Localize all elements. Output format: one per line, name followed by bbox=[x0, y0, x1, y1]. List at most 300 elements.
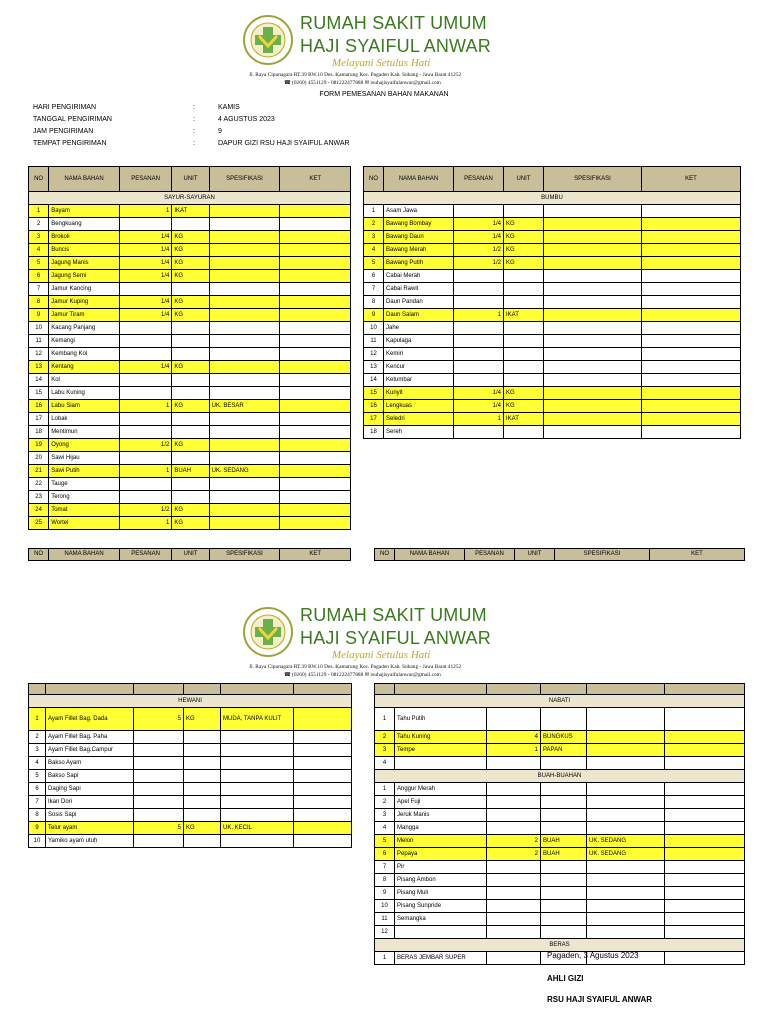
col-pesanan[interactable]: 1/4 bbox=[119, 309, 171, 322]
col-pesanan[interactable] bbox=[119, 413, 171, 426]
col-no[interactable]: 2 bbox=[375, 731, 395, 744]
col-spesifikasi[interactable] bbox=[544, 244, 642, 257]
col-nama-bahan[interactable]: Tempe bbox=[395, 744, 487, 757]
col-unit[interactable] bbox=[172, 426, 209, 439]
col-nama-bahan[interactable]: Jamur Tiram bbox=[49, 309, 120, 322]
col-pesanan[interactable]: 5 bbox=[134, 822, 184, 835]
col-nama-bahan[interactable]: Bawang Bombay bbox=[384, 218, 454, 231]
col-no[interactable]: 19 bbox=[29, 439, 49, 452]
col-unit[interactable]: IKAT bbox=[504, 309, 544, 322]
col-pesanan[interactable] bbox=[119, 478, 171, 491]
col-pesanan[interactable]: 1/4 bbox=[454, 400, 504, 413]
col-ket[interactable] bbox=[280, 361, 351, 374]
col-unit[interactable]: KG bbox=[504, 400, 544, 413]
col-pesanan[interactable] bbox=[487, 708, 541, 731]
col-pesanan[interactable] bbox=[454, 296, 504, 309]
col-spesifikasi[interactable] bbox=[221, 770, 294, 783]
col-nama-bahan[interactable]: BERAS JEMBAR SUPER bbox=[395, 952, 487, 965]
col-unit[interactable]: KG bbox=[172, 257, 209, 270]
col-no[interactable]: 7 bbox=[364, 283, 384, 296]
col-nama-bahan[interactable]: Sosis Sapi bbox=[46, 809, 134, 822]
col-spesifikasi[interactable] bbox=[209, 244, 280, 257]
col-nama-bahan[interactable]: Oyong bbox=[49, 439, 120, 452]
col-no[interactable]: 8 bbox=[29, 296, 49, 309]
col-unit[interactable]: BUAH bbox=[541, 835, 587, 848]
col-pesanan[interactable] bbox=[487, 874, 541, 887]
col-spesifikasi[interactable] bbox=[209, 296, 280, 309]
col-spesifikasi[interactable] bbox=[587, 731, 665, 744]
col-ket[interactable] bbox=[642, 244, 741, 257]
col-ket[interactable] bbox=[642, 400, 741, 413]
col-spesifikasi[interactable] bbox=[544, 257, 642, 270]
col-ket[interactable] bbox=[280, 439, 351, 452]
col-spesifikasi[interactable] bbox=[544, 361, 642, 374]
col-no[interactable]: 4 bbox=[375, 757, 395, 770]
col-unit[interactable]: KG bbox=[504, 257, 544, 270]
col-no[interactable]: 2 bbox=[364, 218, 384, 231]
col-spesifikasi[interactable] bbox=[587, 708, 665, 731]
col-ket[interactable] bbox=[642, 335, 741, 348]
col-unit[interactable] bbox=[172, 218, 209, 231]
col-ket[interactable] bbox=[665, 822, 745, 835]
col-no[interactable]: 10 bbox=[375, 900, 395, 913]
col-ket[interactable] bbox=[280, 244, 351, 257]
col-no[interactable]: 7 bbox=[375, 861, 395, 874]
col-nama-bahan[interactable]: Bengkuang bbox=[49, 218, 120, 231]
col-pesanan[interactable] bbox=[454, 335, 504, 348]
col-ket[interactable] bbox=[280, 218, 351, 231]
col-no[interactable]: 6 bbox=[364, 270, 384, 283]
col-pesanan[interactable]: 5 bbox=[134, 708, 184, 731]
col-nama-bahan[interactable]: Pepaya bbox=[395, 848, 487, 861]
col-pesanan[interactable] bbox=[134, 796, 184, 809]
col-nama-bahan[interactable]: Pisang Ambon bbox=[395, 874, 487, 887]
col-spesifikasi[interactable] bbox=[544, 309, 642, 322]
col-spesifikasi[interactable] bbox=[209, 309, 280, 322]
col-unit[interactable]: KG bbox=[172, 270, 209, 283]
col-spesifikasi[interactable] bbox=[209, 218, 280, 231]
col-no[interactable]: 2 bbox=[375, 796, 395, 809]
col-no[interactable]: 4 bbox=[364, 244, 384, 257]
col-ket[interactable] bbox=[280, 270, 351, 283]
col-ket[interactable] bbox=[642, 205, 741, 218]
col-spesifikasi[interactable] bbox=[209, 348, 280, 361]
col-no[interactable]: 4 bbox=[29, 757, 46, 770]
col-nama-bahan[interactable]: Kacang Panjang bbox=[49, 322, 120, 335]
col-ket[interactable] bbox=[280, 413, 351, 426]
col-nama-bahan[interactable]: Daging Sapi bbox=[46, 783, 134, 796]
col-pesanan[interactable] bbox=[454, 322, 504, 335]
col-unit[interactable] bbox=[541, 861, 587, 874]
col-unit[interactable]: PAPAN bbox=[541, 744, 587, 757]
col-no[interactable]: 17 bbox=[364, 413, 384, 426]
col-unit[interactable]: KG bbox=[504, 218, 544, 231]
col-ket[interactable] bbox=[280, 517, 351, 530]
col-unit[interactable] bbox=[172, 478, 209, 491]
col-ket[interactable] bbox=[642, 283, 741, 296]
col-unit[interactable] bbox=[504, 348, 544, 361]
col-pesanan[interactable] bbox=[454, 283, 504, 296]
col-spesifikasi[interactable] bbox=[587, 887, 665, 900]
col-nama-bahan[interactable]: Cabai Rawit bbox=[384, 283, 454, 296]
col-pesanan[interactable] bbox=[134, 731, 184, 744]
col-no[interactable]: 10 bbox=[29, 322, 49, 335]
col-no[interactable]: 1 bbox=[375, 783, 395, 796]
col-unit[interactable]: IKAT bbox=[172, 205, 209, 218]
col-no[interactable]: 1 bbox=[29, 205, 49, 218]
col-pesanan[interactable]: 1 bbox=[487, 744, 541, 757]
col-ket[interactable] bbox=[665, 887, 745, 900]
col-pesanan[interactable]: 2 bbox=[487, 835, 541, 848]
col-ket[interactable] bbox=[665, 900, 745, 913]
col-unit[interactable] bbox=[504, 322, 544, 335]
col-ket[interactable] bbox=[642, 231, 741, 244]
col-pesanan[interactable] bbox=[134, 770, 184, 783]
col-spesifikasi[interactable] bbox=[544, 400, 642, 413]
col-spesifikasi[interactable]: UK. SEDANG bbox=[587, 848, 665, 861]
col-spesifikasi[interactable] bbox=[587, 744, 665, 757]
col-ket[interactable] bbox=[280, 491, 351, 504]
col-nama-bahan[interactable]: Tahu Putih bbox=[395, 708, 487, 731]
col-nama-bahan[interactable] bbox=[395, 757, 487, 770]
col-unit[interactable] bbox=[504, 361, 544, 374]
col-spesifikasi[interactable]: MUDA, TANPA KULIT bbox=[221, 708, 294, 731]
col-nama-bahan[interactable]: Seledri bbox=[384, 413, 454, 426]
col-no[interactable]: 23 bbox=[29, 491, 49, 504]
col-unit[interactable]: BUNGKUS bbox=[541, 731, 587, 744]
col-unit[interactable]: KG bbox=[172, 439, 209, 452]
col-no[interactable]: 5 bbox=[29, 770, 46, 783]
col-nama-bahan[interactable]: Lengkuas bbox=[384, 400, 454, 413]
col-nama-bahan[interactable]: Ayam Fillet Bag. Dada bbox=[46, 708, 134, 731]
col-no[interactable]: 3 bbox=[375, 744, 395, 757]
col-nama-bahan[interactable]: Melon bbox=[395, 835, 487, 848]
col-ket[interactable] bbox=[642, 387, 741, 400]
col-pesanan[interactable] bbox=[487, 822, 541, 835]
col-pesanan[interactable]: 1 bbox=[454, 309, 504, 322]
col-no[interactable]: 9 bbox=[29, 822, 46, 835]
col-spesifikasi[interactable] bbox=[209, 413, 280, 426]
col-no[interactable]: 6 bbox=[29, 783, 46, 796]
col-nama-bahan[interactable]: Lobak bbox=[49, 413, 120, 426]
col-unit[interactable] bbox=[541, 887, 587, 900]
col-nama-bahan[interactable]: Mentimun bbox=[49, 426, 120, 439]
col-pesanan[interactable]: 4 bbox=[487, 731, 541, 744]
col-unit[interactable] bbox=[541, 900, 587, 913]
col-no[interactable]: 9 bbox=[375, 887, 395, 900]
col-unit[interactable] bbox=[184, 783, 221, 796]
col-unit[interactable] bbox=[184, 835, 221, 848]
col-spesifikasi[interactable] bbox=[209, 439, 280, 452]
col-ket[interactable] bbox=[642, 361, 741, 374]
col-spesifikasi[interactable] bbox=[221, 809, 294, 822]
col-pesanan[interactable] bbox=[487, 757, 541, 770]
col-pesanan[interactable] bbox=[119, 335, 171, 348]
col-spesifikasi[interactable] bbox=[587, 822, 665, 835]
col-nama-bahan[interactable]: Kentang bbox=[49, 361, 120, 374]
col-pesanan[interactable] bbox=[119, 283, 171, 296]
col-no[interactable]: 1 bbox=[375, 708, 395, 731]
col-unit[interactable] bbox=[541, 783, 587, 796]
col-unit[interactable] bbox=[541, 926, 587, 939]
col-pesanan[interactable]: 1 bbox=[119, 205, 171, 218]
col-pesanan[interactable] bbox=[119, 426, 171, 439]
col-no[interactable]: 9 bbox=[364, 309, 384, 322]
col-nama-bahan[interactable]: Semangka bbox=[395, 913, 487, 926]
col-spesifikasi[interactable] bbox=[209, 504, 280, 517]
col-unit[interactable] bbox=[541, 874, 587, 887]
col-ket[interactable] bbox=[665, 848, 745, 861]
col-unit[interactable] bbox=[541, 796, 587, 809]
col-spesifikasi[interactable] bbox=[209, 257, 280, 270]
col-spesifikasi[interactable] bbox=[587, 757, 665, 770]
col-ket[interactable] bbox=[294, 757, 352, 770]
col-ket[interactable] bbox=[294, 796, 352, 809]
col-unit[interactable] bbox=[541, 757, 587, 770]
col-nama-bahan[interactable]: Bayam bbox=[49, 205, 120, 218]
col-unit[interactable]: KG bbox=[172, 361, 209, 374]
col-pesanan[interactable]: 1/4 bbox=[454, 231, 504, 244]
col-ket[interactable] bbox=[665, 861, 745, 874]
col-ket[interactable] bbox=[280, 426, 351, 439]
col-pesanan[interactable] bbox=[119, 452, 171, 465]
col-no[interactable]: 22 bbox=[29, 478, 49, 491]
col-nama-bahan[interactable]: Sawi Putih bbox=[49, 465, 120, 478]
col-no[interactable]: 8 bbox=[364, 296, 384, 309]
col-unit[interactable] bbox=[172, 413, 209, 426]
col-no[interactable]: 5 bbox=[29, 257, 49, 270]
col-ket[interactable] bbox=[642, 374, 741, 387]
col-no[interactable]: 16 bbox=[29, 400, 49, 413]
col-ket[interactable] bbox=[642, 322, 741, 335]
col-ket[interactable] bbox=[294, 783, 352, 796]
col-spesifikasi[interactable] bbox=[544, 322, 642, 335]
col-ket[interactable] bbox=[665, 952, 745, 965]
col-pesanan[interactable] bbox=[134, 809, 184, 822]
col-ket[interactable] bbox=[665, 874, 745, 887]
col-unit[interactable]: KG bbox=[172, 244, 209, 257]
col-unit[interactable]: KG bbox=[184, 822, 221, 835]
col-pesanan[interactable]: 1 bbox=[454, 413, 504, 426]
col-unit[interactable] bbox=[541, 708, 587, 731]
col-unit[interactable] bbox=[504, 374, 544, 387]
col-nama-bahan[interactable]: Bakso Ayam bbox=[46, 757, 134, 770]
col-ket[interactable] bbox=[280, 322, 351, 335]
col-no[interactable]: 9 bbox=[29, 309, 49, 322]
col-spesifikasi[interactable]: UK. BESAR bbox=[209, 400, 280, 413]
col-no[interactable]: 2 bbox=[29, 218, 49, 231]
col-spesifikasi[interactable] bbox=[544, 205, 642, 218]
col-ket[interactable] bbox=[665, 744, 745, 757]
col-nama-bahan[interactable]: Kemangi bbox=[49, 335, 120, 348]
col-ket[interactable] bbox=[294, 809, 352, 822]
col-spesifikasi[interactable] bbox=[209, 322, 280, 335]
col-nama-bahan[interactable]: Anggur Merah bbox=[395, 783, 487, 796]
col-pesanan[interactable] bbox=[487, 783, 541, 796]
col-unit[interactable] bbox=[172, 491, 209, 504]
col-pesanan[interactable] bbox=[487, 796, 541, 809]
col-nama-bahan[interactable]: Labu Kuning bbox=[49, 387, 120, 400]
col-spesifikasi[interactable] bbox=[209, 270, 280, 283]
col-nama-bahan[interactable]: Pir bbox=[395, 861, 487, 874]
col-nama-bahan[interactable]: Jagung Semi bbox=[49, 270, 120, 283]
col-ket[interactable] bbox=[665, 708, 745, 731]
col-spesifikasi[interactable]: UK. SEDANG bbox=[587, 835, 665, 848]
col-spesifikasi[interactable] bbox=[209, 452, 280, 465]
col-ket[interactable] bbox=[665, 796, 745, 809]
col-ket[interactable] bbox=[280, 400, 351, 413]
col-nama-bahan[interactable]: Ikan Dori bbox=[46, 796, 134, 809]
col-no[interactable]: 20 bbox=[29, 452, 49, 465]
col-no[interactable]: 13 bbox=[29, 361, 49, 374]
col-no[interactable]: 2 bbox=[29, 731, 46, 744]
col-unit[interactable]: KG bbox=[172, 400, 209, 413]
col-spesifikasi[interactable] bbox=[221, 796, 294, 809]
col-nama-bahan[interactable]: Ketumbar bbox=[384, 374, 454, 387]
col-unit[interactable] bbox=[172, 335, 209, 348]
col-pesanan[interactable] bbox=[487, 887, 541, 900]
col-unit[interactable]: KG bbox=[504, 387, 544, 400]
col-pesanan[interactable]: 1/4 bbox=[119, 244, 171, 257]
col-pesanan[interactable]: 1 bbox=[119, 400, 171, 413]
col-unit[interactable] bbox=[184, 744, 221, 757]
col-unit[interactable] bbox=[504, 205, 544, 218]
col-ket[interactable] bbox=[280, 504, 351, 517]
col-unit[interactable] bbox=[504, 426, 544, 439]
col-no[interactable]: 16 bbox=[364, 400, 384, 413]
col-spesifikasi[interactable] bbox=[587, 913, 665, 926]
col-nama-bahan[interactable]: Telur ayam bbox=[46, 822, 134, 835]
col-spesifikasi[interactable] bbox=[209, 426, 280, 439]
col-ket[interactable] bbox=[665, 731, 745, 744]
col-ket[interactable] bbox=[280, 205, 351, 218]
col-pesanan[interactable]: 1/2 bbox=[454, 257, 504, 270]
col-spesifikasi[interactable] bbox=[221, 731, 294, 744]
col-ket[interactable] bbox=[665, 926, 745, 939]
col-no[interactable]: 12 bbox=[375, 926, 395, 939]
col-ket[interactable] bbox=[280, 257, 351, 270]
col-nama-bahan[interactable]: Ayam Fillet Bag.Campur bbox=[46, 744, 134, 757]
col-ket[interactable] bbox=[642, 218, 741, 231]
col-nama-bahan[interactable]: Pisang Sunpride bbox=[395, 900, 487, 913]
col-pesanan[interactable] bbox=[119, 374, 171, 387]
col-no[interactable]: 10 bbox=[29, 835, 46, 848]
col-nama-bahan[interactable]: Tauge bbox=[49, 478, 120, 491]
col-pesanan[interactable] bbox=[487, 913, 541, 926]
col-spesifikasi[interactable] bbox=[209, 491, 280, 504]
col-pesanan[interactable]: 1 bbox=[119, 517, 171, 530]
col-nama-bahan[interactable]: Jagung Manis bbox=[49, 257, 120, 270]
col-ket[interactable] bbox=[280, 283, 351, 296]
col-spesifikasi[interactable] bbox=[221, 757, 294, 770]
col-no[interactable]: 18 bbox=[364, 426, 384, 439]
col-spesifikasi[interactable] bbox=[544, 426, 642, 439]
col-ket[interactable] bbox=[665, 913, 745, 926]
col-no[interactable]: 3 bbox=[29, 231, 49, 244]
col-nama-bahan[interactable]: Mangga bbox=[395, 822, 487, 835]
col-ket[interactable] bbox=[294, 770, 352, 783]
col-no[interactable]: 5 bbox=[364, 257, 384, 270]
col-pesanan[interactable] bbox=[119, 348, 171, 361]
col-ket[interactable] bbox=[294, 835, 352, 848]
col-nama-bahan[interactable]: Terong bbox=[49, 491, 120, 504]
col-no[interactable]: 1 bbox=[364, 205, 384, 218]
col-ket[interactable] bbox=[280, 387, 351, 400]
col-pesanan[interactable]: 1/4 bbox=[454, 218, 504, 231]
col-nama-bahan[interactable]: Kencur bbox=[384, 361, 454, 374]
col-no[interactable]: 10 bbox=[364, 322, 384, 335]
col-pesanan[interactable] bbox=[487, 809, 541, 822]
col-pesanan[interactable] bbox=[454, 426, 504, 439]
col-pesanan[interactable] bbox=[454, 270, 504, 283]
col-unit[interactable]: BUAH bbox=[172, 465, 209, 478]
col-pesanan[interactable] bbox=[119, 218, 171, 231]
col-nama-bahan[interactable]: Tomat bbox=[49, 504, 120, 517]
col-pesanan[interactable] bbox=[134, 757, 184, 770]
col-nama-bahan[interactable]: Jeruk Manis bbox=[395, 809, 487, 822]
col-pesanan[interactable]: 1/4 bbox=[119, 296, 171, 309]
col-nama-bahan[interactable]: Bawang Putih bbox=[384, 257, 454, 270]
col-ket[interactable] bbox=[280, 478, 351, 491]
col-pesanan[interactable] bbox=[119, 491, 171, 504]
col-unit[interactable] bbox=[184, 757, 221, 770]
col-nama-bahan[interactable]: Bawang Daun bbox=[384, 231, 454, 244]
col-spesifikasi[interactable] bbox=[209, 478, 280, 491]
col-nama-bahan[interactable]: Jamur Kancing bbox=[49, 283, 120, 296]
col-unit[interactable] bbox=[184, 809, 221, 822]
col-unit[interactable]: KG bbox=[504, 231, 544, 244]
col-no[interactable]: 24 bbox=[29, 504, 49, 517]
col-spesifikasi[interactable] bbox=[221, 783, 294, 796]
col-no[interactable]: 3 bbox=[364, 231, 384, 244]
col-ket[interactable] bbox=[280, 296, 351, 309]
col-nama-bahan[interactable]: Kembang Kol bbox=[49, 348, 120, 361]
col-spesifikasi[interactable] bbox=[209, 387, 280, 400]
col-no[interactable]: 11 bbox=[364, 335, 384, 348]
col-nama-bahan[interactable]: Jahe bbox=[384, 322, 454, 335]
col-nama-bahan[interactable]: Yamiko ayam utuh bbox=[46, 835, 134, 848]
col-unit[interactable]: KG bbox=[172, 517, 209, 530]
col-pesanan[interactable] bbox=[454, 361, 504, 374]
col-no[interactable]: 8 bbox=[29, 809, 46, 822]
col-pesanan[interactable]: 1/2 bbox=[119, 439, 171, 452]
col-pesanan[interactable]: 1/2 bbox=[119, 504, 171, 517]
col-pesanan[interactable]: 1/4 bbox=[119, 361, 171, 374]
col-ket[interactable] bbox=[280, 348, 351, 361]
col-unit[interactable]: KG bbox=[172, 309, 209, 322]
col-unit[interactable] bbox=[172, 283, 209, 296]
col-ket[interactable] bbox=[294, 822, 352, 835]
col-pesanan[interactable] bbox=[487, 926, 541, 939]
col-pesanan[interactable] bbox=[119, 387, 171, 400]
col-unit[interactable] bbox=[504, 335, 544, 348]
col-no[interactable]: 17 bbox=[29, 413, 49, 426]
col-spesifikasi[interactable] bbox=[587, 900, 665, 913]
col-nama-bahan[interactable]: Kemiri bbox=[384, 348, 454, 361]
col-nama-bahan[interactable]: Apel Fuji bbox=[395, 796, 487, 809]
col-no[interactable]: 15 bbox=[364, 387, 384, 400]
col-spesifikasi[interactable] bbox=[544, 218, 642, 231]
col-no[interactable]: 3 bbox=[375, 809, 395, 822]
col-unit[interactable] bbox=[172, 452, 209, 465]
col-spesifikasi[interactable] bbox=[544, 413, 642, 426]
col-pesanan[interactable] bbox=[119, 322, 171, 335]
col-unit[interactable] bbox=[172, 348, 209, 361]
col-spesifikasi[interactable] bbox=[544, 283, 642, 296]
col-ket[interactable] bbox=[642, 426, 741, 439]
col-nama-bahan[interactable]: Kunyit bbox=[384, 387, 454, 400]
col-ket[interactable] bbox=[642, 348, 741, 361]
